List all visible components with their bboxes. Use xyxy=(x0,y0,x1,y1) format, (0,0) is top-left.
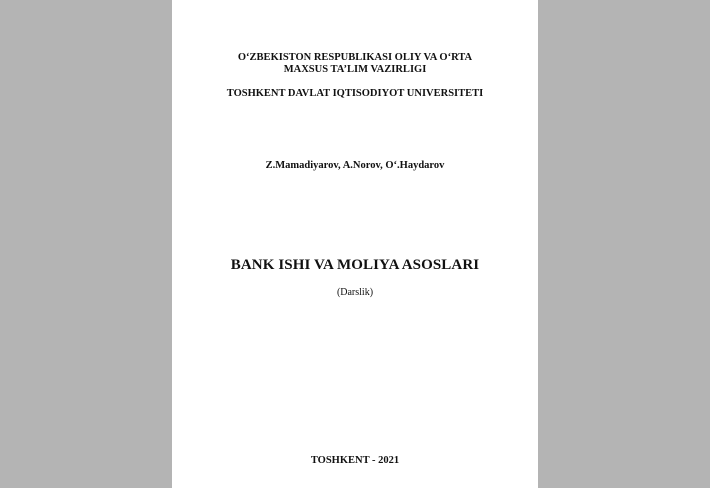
university-name: TOSHKENT DAVLAT IQTISODIYOT UNIVERSITETI xyxy=(226,88,484,99)
ministry-heading xyxy=(172,52,538,76)
title-page xyxy=(172,0,538,488)
ministry-line-1: O‘ZBEKISTON RESPUBLIKASI OLIY VA O‘RTA xyxy=(237,52,473,63)
book-type: (Darslik) xyxy=(336,287,374,298)
ministry-line-2: MAXSUS TA’LIM VAZIRLIGI xyxy=(283,64,427,75)
book-title: BANK ISHI VA MOLIYA ASOSLARI xyxy=(230,257,480,273)
city-year: TOSHKENT - 2021 xyxy=(310,455,400,466)
authors: Z.Mamadiyarov, A.Norov, O‘.Haydarov xyxy=(265,160,445,171)
